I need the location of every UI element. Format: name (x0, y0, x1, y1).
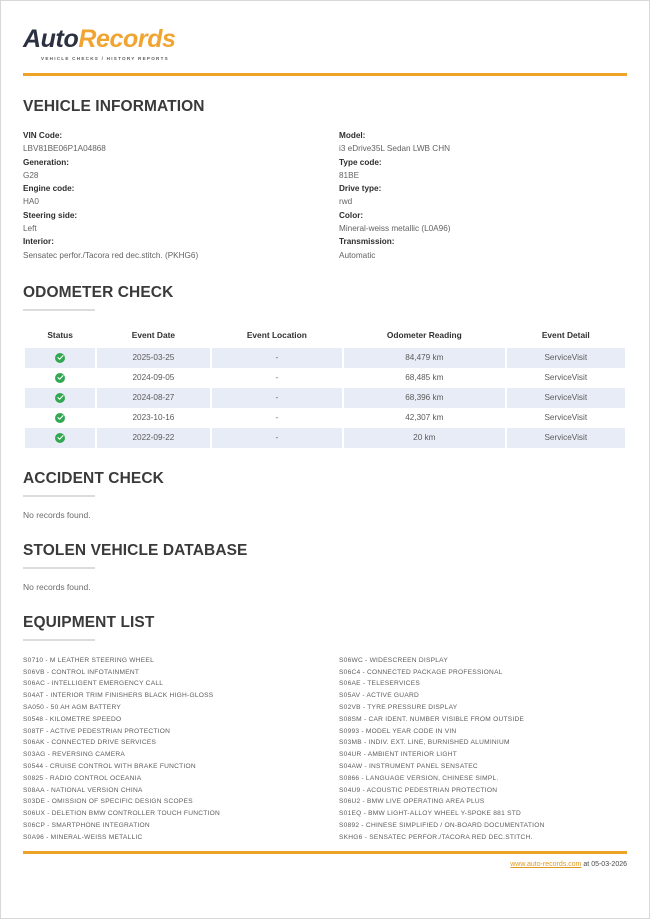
generation-label: Generation: (23, 157, 69, 167)
row-event-location: - (211, 428, 343, 448)
accident-check-title: ACCIDENT CHECK (23, 469, 164, 487)
equipment-list-underline (23, 639, 95, 641)
equipment-list-right-column (325, 655, 627, 844)
list-item: S08TF - ACTIVE PEDESTRIAN PROTECTION (23, 727, 171, 735)
table-row (24, 368, 626, 388)
row-odometer-reading: 68,396 km (343, 388, 506, 408)
list-item: S0892 - CHINESE SIMPLIFIED / ON-BOARD DOCUMENTATION (339, 821, 545, 829)
model-value: i3 eDrive35L Sedan LWB CHN (339, 144, 451, 154)
list-item: SA050 - 50 AH AGM BATTERY (23, 704, 121, 711)
list-item: S03DE - OMISSION OF SPECIFIC DESIGN SCOPES (23, 798, 193, 806)
row-event-detail: ServiceVisit (506, 428, 626, 448)
column-header-event-detail: Event Detail (541, 329, 590, 340)
brand-tagline: VEHICLE CHECKS / HISTORY REPORTS (41, 56, 169, 61)
type-code-label: Type code: (339, 157, 382, 167)
section-accident-check (23, 470, 627, 520)
list-item: S0825 - RADIO CONTROL OCEANIA (23, 774, 142, 782)
green-check-circle-icon (55, 373, 65, 383)
column-header-odometer-reading: Odometer Reading (386, 329, 462, 340)
row-status-cell (24, 428, 96, 448)
row-event-detail: ServiceVisit (506, 368, 626, 388)
steering-side-value: Left (23, 223, 37, 233)
list-item: SKHG6 - SENSATEC PERFOR./TACORA RED DEC.STITCH. (339, 833, 533, 841)
accident-check-underline (23, 495, 95, 497)
list-item: S06CP - SMARTPHONE INTEGRATION (23, 821, 150, 829)
footer-date: at 05-03-2026 (583, 861, 627, 868)
row-event-date: 2024-08-27 (96, 388, 210, 408)
brand-header (23, 19, 627, 61)
table-row (24, 348, 626, 368)
list-item: S06WC - WIDESCREEN DISPLAY (339, 656, 448, 664)
vehicle-information-right-column (325, 129, 627, 262)
row-event-location: - (211, 388, 343, 408)
list-item: S0710 - M LEATHER STEERING WHEEL (23, 656, 154, 664)
table-row (24, 408, 626, 428)
drive-type-value: rwd (339, 197, 353, 207)
color-label: Color: (339, 210, 364, 220)
row-event-date: 2023-10-16 (96, 408, 210, 428)
row-event-detail: ServiceVisit (506, 348, 626, 368)
section-equipment-list (23, 614, 627, 844)
equipment-list-title: EQUIPMENT LIST (23, 613, 155, 631)
list-item: S06AE - TELESERVICES (339, 680, 420, 688)
list-item: S06AK - CONNECTED DRIVE SERVICES (23, 739, 157, 747)
table-row (24, 388, 626, 408)
vin-code-label: VIN Code: (23, 131, 63, 140)
list-item: S04UR - AMBIENT INTERIOR LIGHT (339, 751, 458, 759)
color-value: Mineral-weiss metallic (L0A96) (339, 223, 451, 233)
column-header-event-date: Event Date (131, 329, 176, 340)
interior-value: Sensatec perfor./Tacora red dec.stitch. (PKHG6) (23, 250, 199, 260)
steering-side-label: Steering side: (23, 210, 78, 220)
transmission-value: Automatic (339, 250, 376, 260)
green-check-circle-icon (55, 433, 65, 443)
engine-code-label: Engine code: (23, 184, 75, 194)
column-header-status: Status (47, 329, 73, 340)
row-odometer-reading: 20 km (343, 428, 506, 448)
generation-value: G28 (23, 170, 39, 180)
model-label: Model: (339, 131, 366, 140)
list-item: S03AG - REVERSING CAMERA (23, 751, 125, 759)
green-check-circle-icon (55, 413, 65, 423)
row-status-cell (24, 348, 96, 368)
footer-divider (23, 851, 627, 854)
odometer-check-underline (23, 309, 95, 311)
brand-logo-part1: Auto (23, 25, 79, 53)
page-footer (23, 851, 627, 868)
list-item: S04AW - INSTRUMENT PANEL SENSATEC (339, 762, 478, 770)
brand-logo-part2: Records (78, 25, 176, 53)
list-item: S0866 - LANGUAGE VERSION, CHINESE SIMPL. (339, 774, 499, 782)
row-status-cell (24, 388, 96, 408)
interior-label: Interior: (23, 237, 54, 247)
row-status-cell (24, 368, 96, 388)
section-odometer-check (23, 284, 627, 448)
transmission-label: Transmission: (339, 237, 395, 247)
equipment-list-left-column (23, 655, 325, 844)
list-item: S04U9 - ACOUSTIC PEDESTRIAN PROTECTION (339, 786, 498, 794)
accident-check-body: No records found. (23, 509, 91, 520)
drive-type-label: Drive type: (339, 184, 382, 194)
brand-logo (23, 27, 627, 52)
list-item: S06AC - INTELLIGENT EMERGENCY CALL (23, 680, 164, 688)
header-divider (23, 73, 627, 76)
type-code-value: 81BE (339, 170, 360, 180)
footer-text (23, 861, 627, 868)
row-status-cell (24, 408, 96, 428)
green-check-circle-icon (55, 393, 65, 403)
table-row (24, 428, 626, 448)
list-item: S06U2 - BMW LIVE OPERATING AREA PLUS (339, 798, 485, 806)
list-item: S03MB - INDIV. EXT. LINE, BURNISHED ALUMINIUM (339, 739, 510, 747)
list-item: S05AV - ACTIVE GUARD (339, 692, 419, 700)
section-stolen-vehicle-database (23, 542, 627, 592)
vin-code-value: LBV81BE06P1A04868 (23, 144, 106, 154)
stolen-vehicle-database-body: No records found. (23, 581, 91, 592)
list-item: S08AA - NATIONAL VERSION CHINA (23, 786, 143, 794)
list-item: S01EQ - BMW LIGHT-ALLOY WHEEL Y-SPOKE 881 STD (339, 810, 522, 818)
table-header-row (24, 325, 626, 348)
vehicle-information-left-column (23, 129, 325, 262)
green-check-circle-icon (55, 353, 65, 363)
row-event-location: - (211, 348, 343, 368)
list-item: S0548 - KILOMETRE SPEEDO (23, 715, 122, 723)
footer-website-link[interactable]: www.auto-records.com (510, 861, 582, 868)
row-odometer-reading: 84,479 km (343, 348, 506, 368)
list-item: S04AT - INTERIOR TRIM FINISHERS BLACK HIGH-GLOSS (23, 692, 214, 700)
list-item: S0993 - MODEL YEAR CODE IN VIN (339, 727, 457, 735)
stolen-vehicle-database-underline (23, 567, 95, 569)
odometer-table (23, 325, 627, 448)
list-item: S0544 - CRUISE CONTROL WITH BRAKE FUNCTION (23, 762, 196, 770)
list-item: S06UX - DELETION BMW CONTROLLER TOUCH FUNCTION (23, 810, 221, 818)
row-event-detail: ServiceVisit (506, 408, 626, 428)
list-item: S02VB - TYRE PRESSURE DISPLAY (339, 704, 458, 711)
list-item: S06C4 - CONNECTED PACKAGE PROFESSIONAL (339, 668, 503, 676)
row-event-date: 2022-09-22 (96, 428, 210, 448)
stolen-vehicle-database-title: STOLEN VEHICLE DATABASE (23, 541, 248, 559)
equipment-list-columns (23, 655, 627, 844)
odometer-check-title: ODOMETER CHECK (23, 283, 174, 301)
list-item: S06VB - CONTROL INFOTAINMENT (23, 668, 140, 676)
row-event-date: 2024-09-05 (96, 368, 210, 388)
row-odometer-reading: 68,485 km (343, 368, 506, 388)
row-event-detail: ServiceVisit (506, 388, 626, 408)
row-odometer-reading: 42,307 km (343, 408, 506, 428)
vehicle-information-title: VEHICLE INFORMATION (23, 98, 205, 115)
list-item: S08SM - CAR IDENT. NUMBER VISIBLE FROM OUTSIDE (339, 715, 525, 723)
vehicle-information-columns (23, 129, 627, 262)
section-vehicle-information (23, 98, 627, 262)
engine-code-value: HA0 (23, 197, 39, 207)
row-event-location: - (211, 368, 343, 388)
row-event-date: 2025-03-25 (96, 348, 210, 368)
column-header-event-location: Event Location (246, 329, 307, 340)
row-event-location: - (211, 408, 343, 428)
list-item: S0A96 - MINERAL-WEISS METALLIC (23, 833, 143, 841)
